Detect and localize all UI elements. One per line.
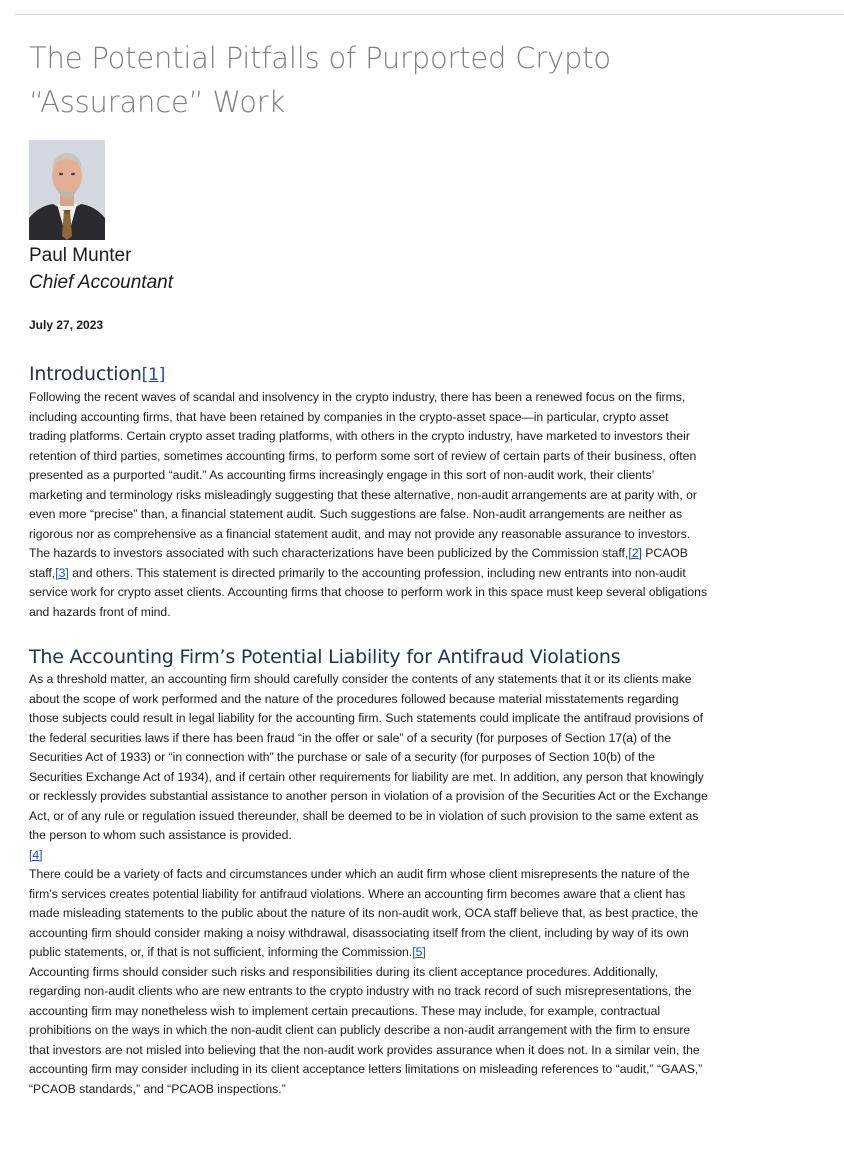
footnote-link-3[interactable]: [3] (55, 565, 69, 580)
section-heading-liability: The Accounting Firm’s Potential Liability for Antifraud Violations (29, 646, 621, 668)
article (29, 36, 709, 1099)
footnote-link-1[interactable]: [1] (141, 365, 166, 385)
paragraph-text: PCAOB staff, (29, 546, 688, 580)
footnote-link-2[interactable]: [2] (628, 546, 642, 560)
top-divider (15, 14, 844, 15)
footnote-link-5[interactable]: [5] (412, 945, 426, 959)
author-portrait-image (29, 140, 105, 240)
liability-paragraph-3: Accounting firms should consider such risks and responsibilities during its client acceptance procedures. Additionally, regarding non-audit clients who are new entrants to the crypto industry with no track record of such misrepresentations, the accounting firm may nonetheless wish to implement certain precautions. These may include, for example, contractual prohibitions on the ways in which the non-audit client can publicly describe a non-audit arrangement with the firm to ensure that investors are not misled into believing that the non-audit work provides assurance when it does not. In a similar vein, the accounting firm may consider including in its client acceptance letters limitations on misleading references to “audit,” “GAAS,” “PCAOB standards,” and “PCAOB inspections.” (29, 964, 703, 1096)
author-photo (29, 140, 105, 240)
liability-paragraph-2 (29, 865, 709, 963)
author-title: Chief Accountant (29, 272, 173, 293)
paragraph-text: The hazards to investors associated with such characterizations have been publicized by the Commission staff, (29, 546, 629, 560)
section-heading-introduction (29, 361, 709, 388)
intro-paragraph-1: Following the recent waves of scandal and insolvency in the crypto industry, there has been a renewed focus on the firms, including accounting firms, that have been retained by companies in the crypto-asset space—in particular, crypto asset trading platforms. Certain crypto asset trading platforms, with others in the crypto industry, have marketed to investors their retention of third parties, sometimes accounting firms, to perform some sort of review of certain parts of their business, often presented as a purported “audit.” As accounting firms increasingly engage in this sort of non-audit work, their clients’ marketing and terminology risks misleadingly suggesting that these alternative, non-audit arrangements are at parity with, or even more “precise” than, a financial statement audit. Such suggestions are false. Non-audit arrangements are neither as rigorous nor as comprehensive as a financial statement audit, and may not provide any reasonable assurance to investors. (29, 390, 697, 541)
paragraph-text: As a threshold matter, an accounting firm should carefully consider the contents of any statements that it or its clients make about the scope of work performed and the nature of the procedures followed because material misstatements regarding those subjects could result in legal liability for the accounting firm. Such statements could implicate the antifraud provisions of the federal securities laws if there has been fraud “in the offer or sale” of a security (for purposes of Section 17(a) of the Securities Act of 1933) or “in connection with” the purchase or sale of a security (for purposes of Section 10(b) of the Securities Exchange Act of 1934), and if certain other requirements for liability are met. In addition, any person that knowingly or recklessly provides substantial assistance to another person in violation of a provision of the Securities Act or the Exchange Act, or of any rule or regulation issued thereunder, shall be deemed to be in violation of such provision to the same extent as the person to whom such assistance is provided. (29, 672, 708, 842)
section-heading-text: Introduction (29, 363, 142, 385)
paragraph-text: There could be a variety of facts and circumstances under which an audit firm whose client misrepresents the nature of the firm’s services creates potential liability for antifraud violations. Where an accounting firm becomes aware that a client has made misleading statements to the public about the nature of its non-audit work, OCA staff believe that, as best practice, the accounting firm should consider making a noisy withdrawal, disassociating itself from the client, including by way of its own public statements, or, if that is not sufficient, informing the Commission. (29, 867, 699, 959)
publish-date: July 27, 2023 (29, 318, 104, 332)
footnote-link-4[interactable]: [4] (29, 847, 43, 862)
intro-paragraph-2 (29, 544, 709, 622)
paragraph-text: and others. This statement is directed primarily to the accounting profession, including new entrants into non-audit service work for crypto asset clients. Accounting firms that choose to perform work in this space must keep several obligations and hazards front of mind. (29, 565, 708, 619)
page-title: The Potential Pitfalls of Purported Crypto “Assurance” Work (29, 41, 611, 119)
liability-paragraph-1 (29, 670, 709, 865)
author-name: Paul Munter (29, 245, 132, 266)
